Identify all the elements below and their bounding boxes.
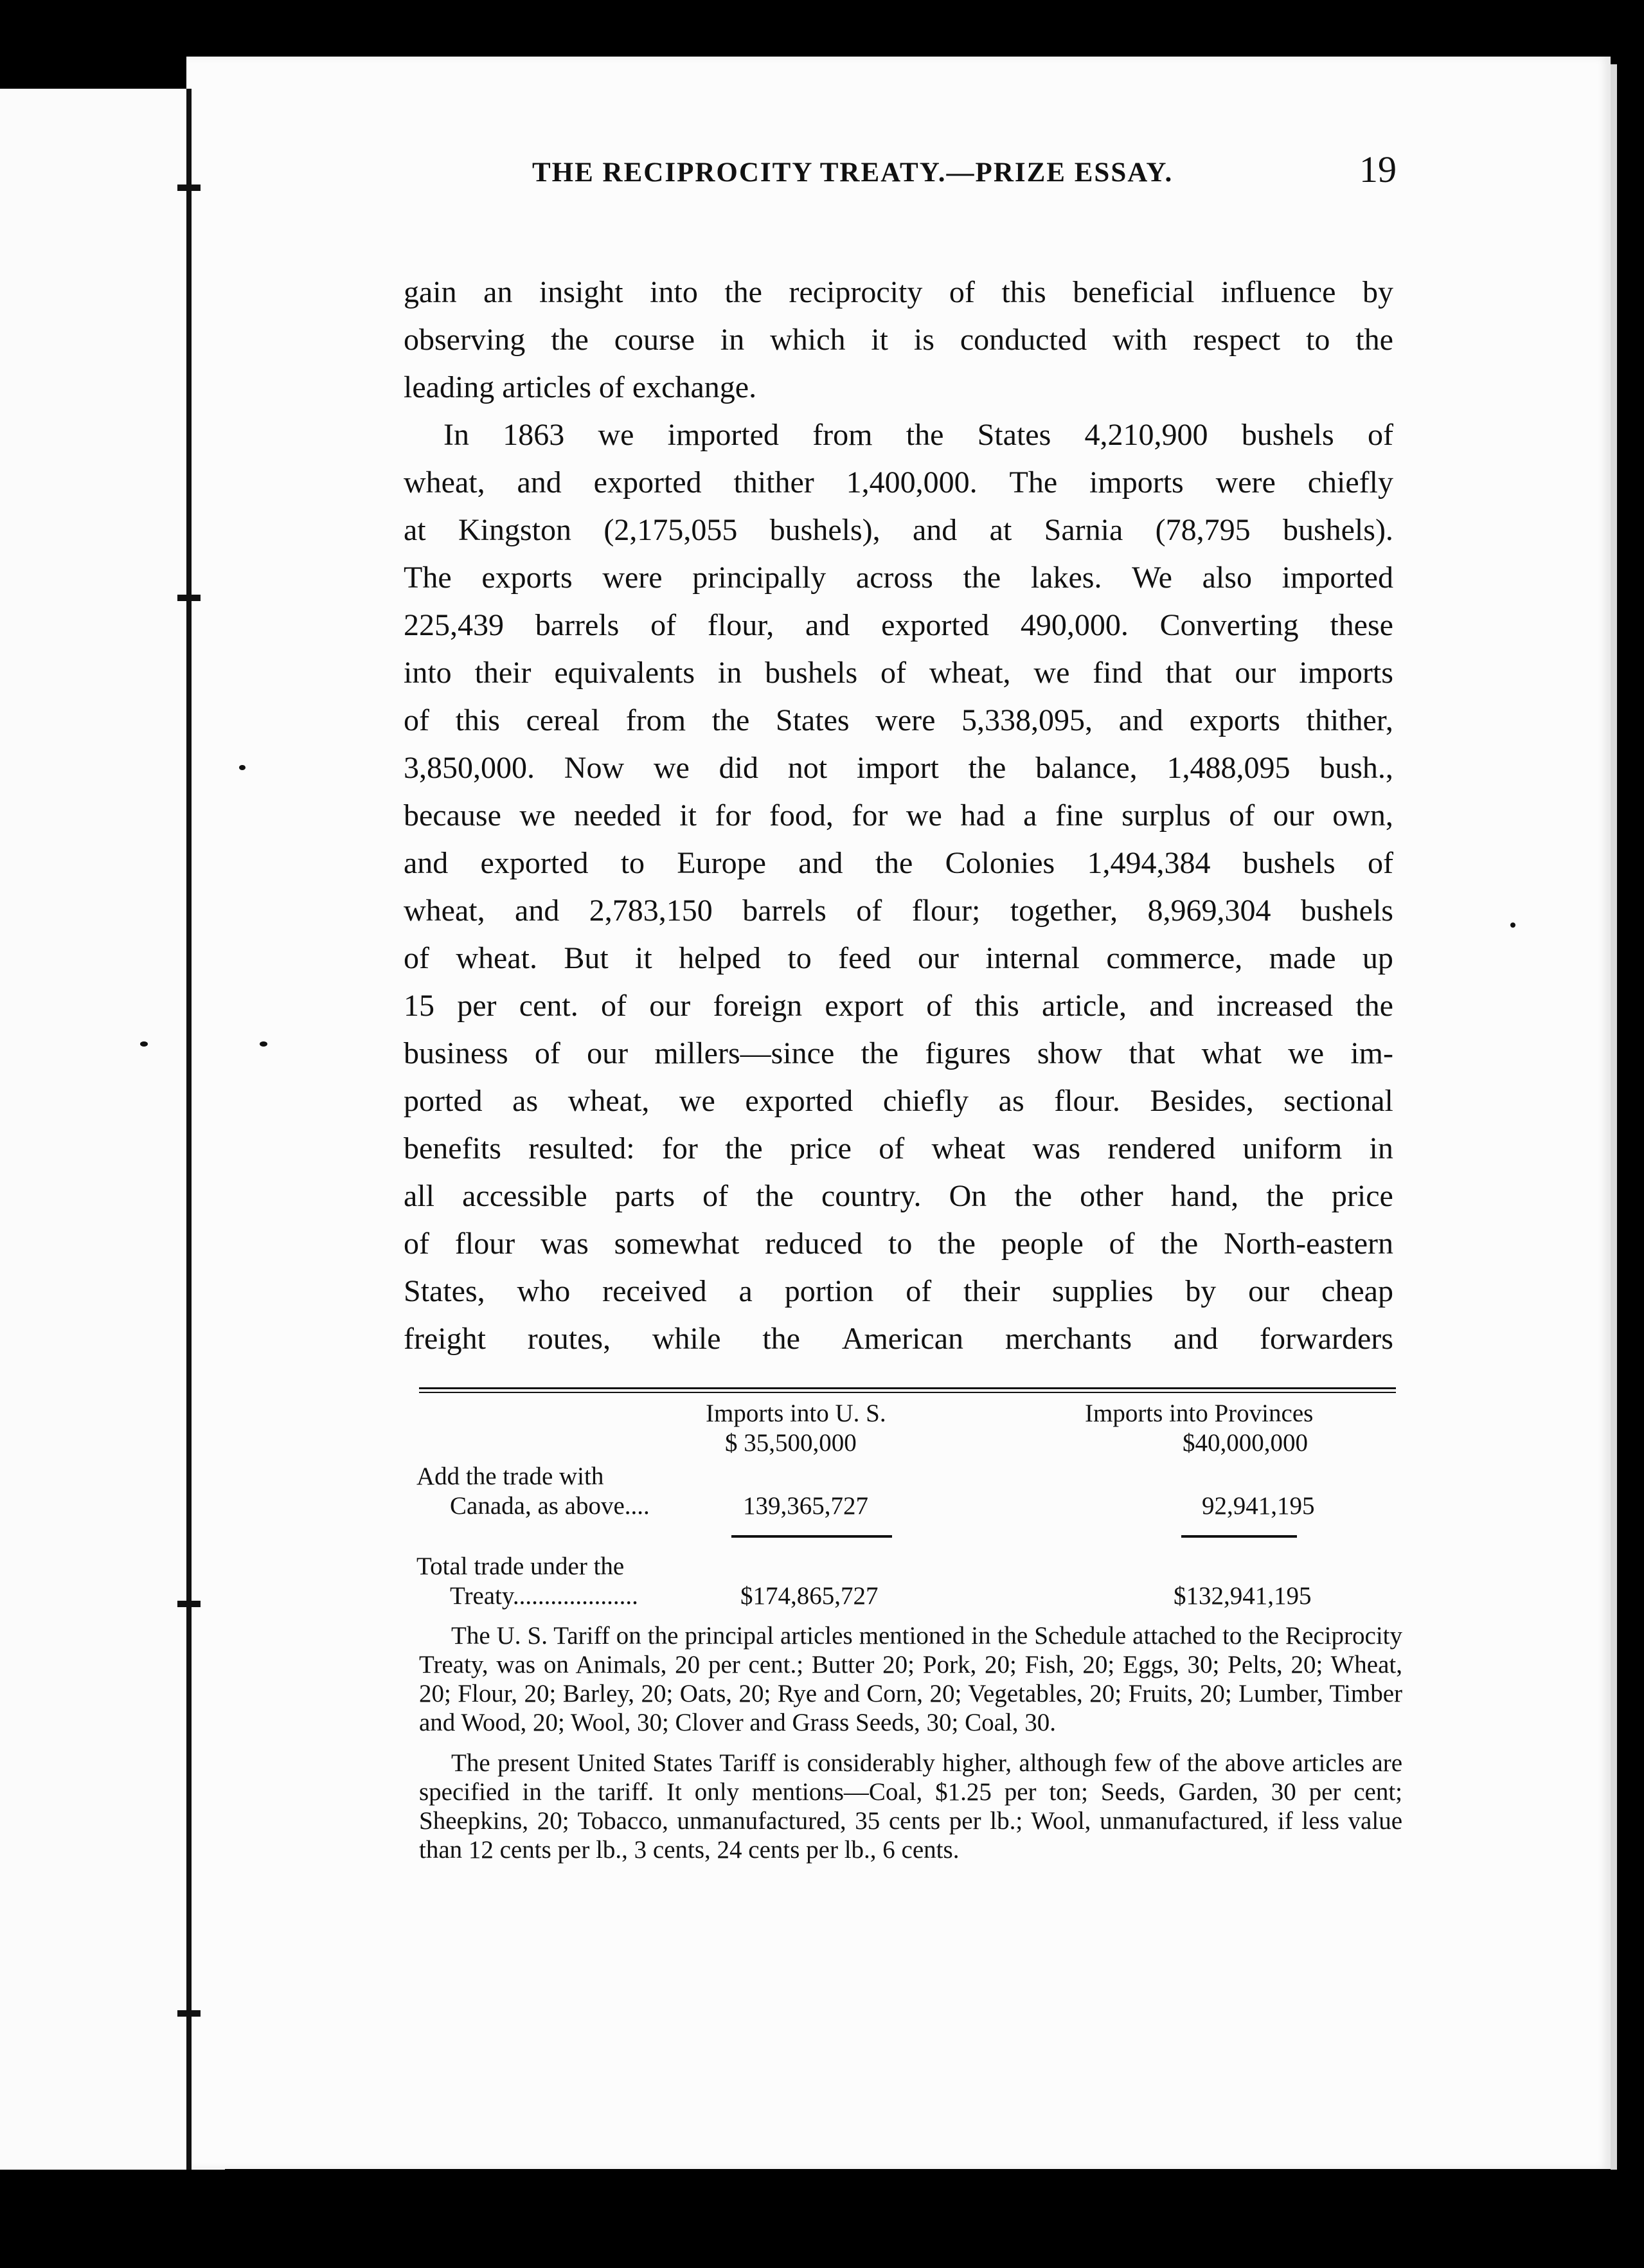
text-line: business of our millers—since the figures show that what we im- [404, 1036, 1393, 1070]
running-head: THE RECIPROCITY TREATY.—PRIZE ESSAY. [532, 158, 1174, 188]
scan-speck [260, 1041, 267, 1047]
page-number: 19 [1359, 148, 1397, 190]
binding-thread [186, 89, 192, 2170]
col2-add: 92,941,195 [1202, 1492, 1315, 1520]
text-line: of wheat. But it helped to feed our internal commerce, made up [404, 941, 1393, 975]
text-line: States, who received a portion of their supplies by our cheap [404, 1274, 1393, 1308]
col1-add: 139,365,727 [743, 1492, 868, 1520]
text-line: of flour was somewhat reduced to the people of the North-eastern [404, 1227, 1393, 1261]
scan-speck [140, 1041, 148, 1047]
binding-stitch [177, 2010, 201, 2017]
text-line: all accessible parts of the country. On the other hand, the price [404, 1179, 1393, 1213]
text-line: 3,850,000. Now we did not import the balance, 1,488,095 bush., [404, 751, 1393, 785]
sum-rule-col1 [731, 1535, 892, 1538]
col1-total: $174,865,727 [740, 1582, 879, 1610]
scan-speck [1510, 923, 1515, 928]
text-line: of this cereal from the States were 5,338,095, and exports thither, [404, 703, 1393, 737]
text-line: gain an insight into the reciprocity of this beneficial influence by [404, 275, 1393, 309]
text-line: benefits resulted: for the price of wheat was rendered uniform in [404, 1131, 1393, 1166]
text-line: leading articles of exchange. [404, 370, 757, 404]
sum-rule-col2 [1181, 1535, 1297, 1538]
text-line: observing the course in which it is conducted with respect to the [404, 323, 1393, 357]
row-add-label-1: Add the trade with [416, 1462, 604, 1490]
scan-speck [239, 765, 246, 770]
binding-stitch [177, 595, 201, 601]
col1-header: Imports into U. S. [706, 1400, 886, 1427]
col1-base: $ 35,500,000 [725, 1429, 857, 1457]
text-line: 225,439 barrels of flour, and exported 490,000. Converting these [404, 608, 1393, 642]
footnote-rule [419, 1387, 1396, 1389]
text-line: wheat, and exported thither 1,400,000. The imports were chiefly [404, 465, 1393, 500]
tariff-notes [419, 1621, 1402, 1876]
binding-stitch [177, 1601, 201, 1607]
text-line: 15 per cent. of our foreign export of this article, and increased the [404, 989, 1393, 1023]
col2-header: Imports into Provinces [1085, 1400, 1314, 1427]
text-line: freight routes, while the American merchants and forwarders [404, 1322, 1393, 1356]
text-line: ported as wheat, we exported chiefly as flour. Besides, sectional [404, 1084, 1393, 1118]
text-line: wheat, and 2,783,150 barrels of flour; together, 8,969,304 bushels [404, 894, 1393, 928]
col2-total: $132,941,195 [1174, 1582, 1312, 1610]
text-line: because we needed it for food, for we had a fine surplus of our own, [404, 798, 1393, 833]
row-total-label-1: Total trade under the [416, 1553, 625, 1580]
text-line: The exports were principally across the lakes. We also imported [404, 561, 1393, 595]
text-line: In 1863 we imported from the States 4,210,900 bushels of [443, 418, 1393, 452]
binding-stitch [177, 184, 201, 191]
body-text [404, 269, 1393, 1363]
page-header [532, 148, 1397, 199]
note-paragraph: The present United States Tariff is considerably higher, although few of the above articles are specified in the tariff. It only mentions—Coal, $1.25 per ton; Seeds, Garden, 30 per cent; Sheepkins, 20; Tobacco, unmanufactured, 35 cents per lb.; Wool, unmanufactured, if less value than 12 cents per lb., 3 cents, 24 cents per lb., 6 cents. [419, 1749, 1402, 1864]
row-total-label-2: Treaty.................... [450, 1582, 638, 1610]
page-edge [1611, 64, 1617, 2170]
col2-base: $40,000,000 [1183, 1429, 1308, 1457]
text-line: into their equivalents in bushels of wheat, we find that our imports [404, 656, 1393, 690]
note-paragraph: The U. S. Tariff on the principal articles mentioned in the Schedule attached to the Reciprocity Treaty, was on Animals, 20 per cent.; Butter 20; Pork, 20; Fish, 20; Eggs, 30; Pelts, 20; Wheat, 20; Flour, 20; Barley, 20; Oats, 20; Rye and Corn, 20; Vegetables, 20; Fruits, 20; Lumber, Timber and Wood, 20; Wool, 30; Clover and Grass Seeds, 30; Coal, 30. [419, 1622, 1402, 1736]
row-add-label-2: Canada, as above.... [450, 1492, 650, 1520]
text-line: at Kingston (2,175,055 bushels), and at Sarnia (78,795 bushels). [404, 513, 1393, 547]
text-line: and exported to Europe and the Colonies 1,494,384 bushels of [404, 846, 1393, 880]
